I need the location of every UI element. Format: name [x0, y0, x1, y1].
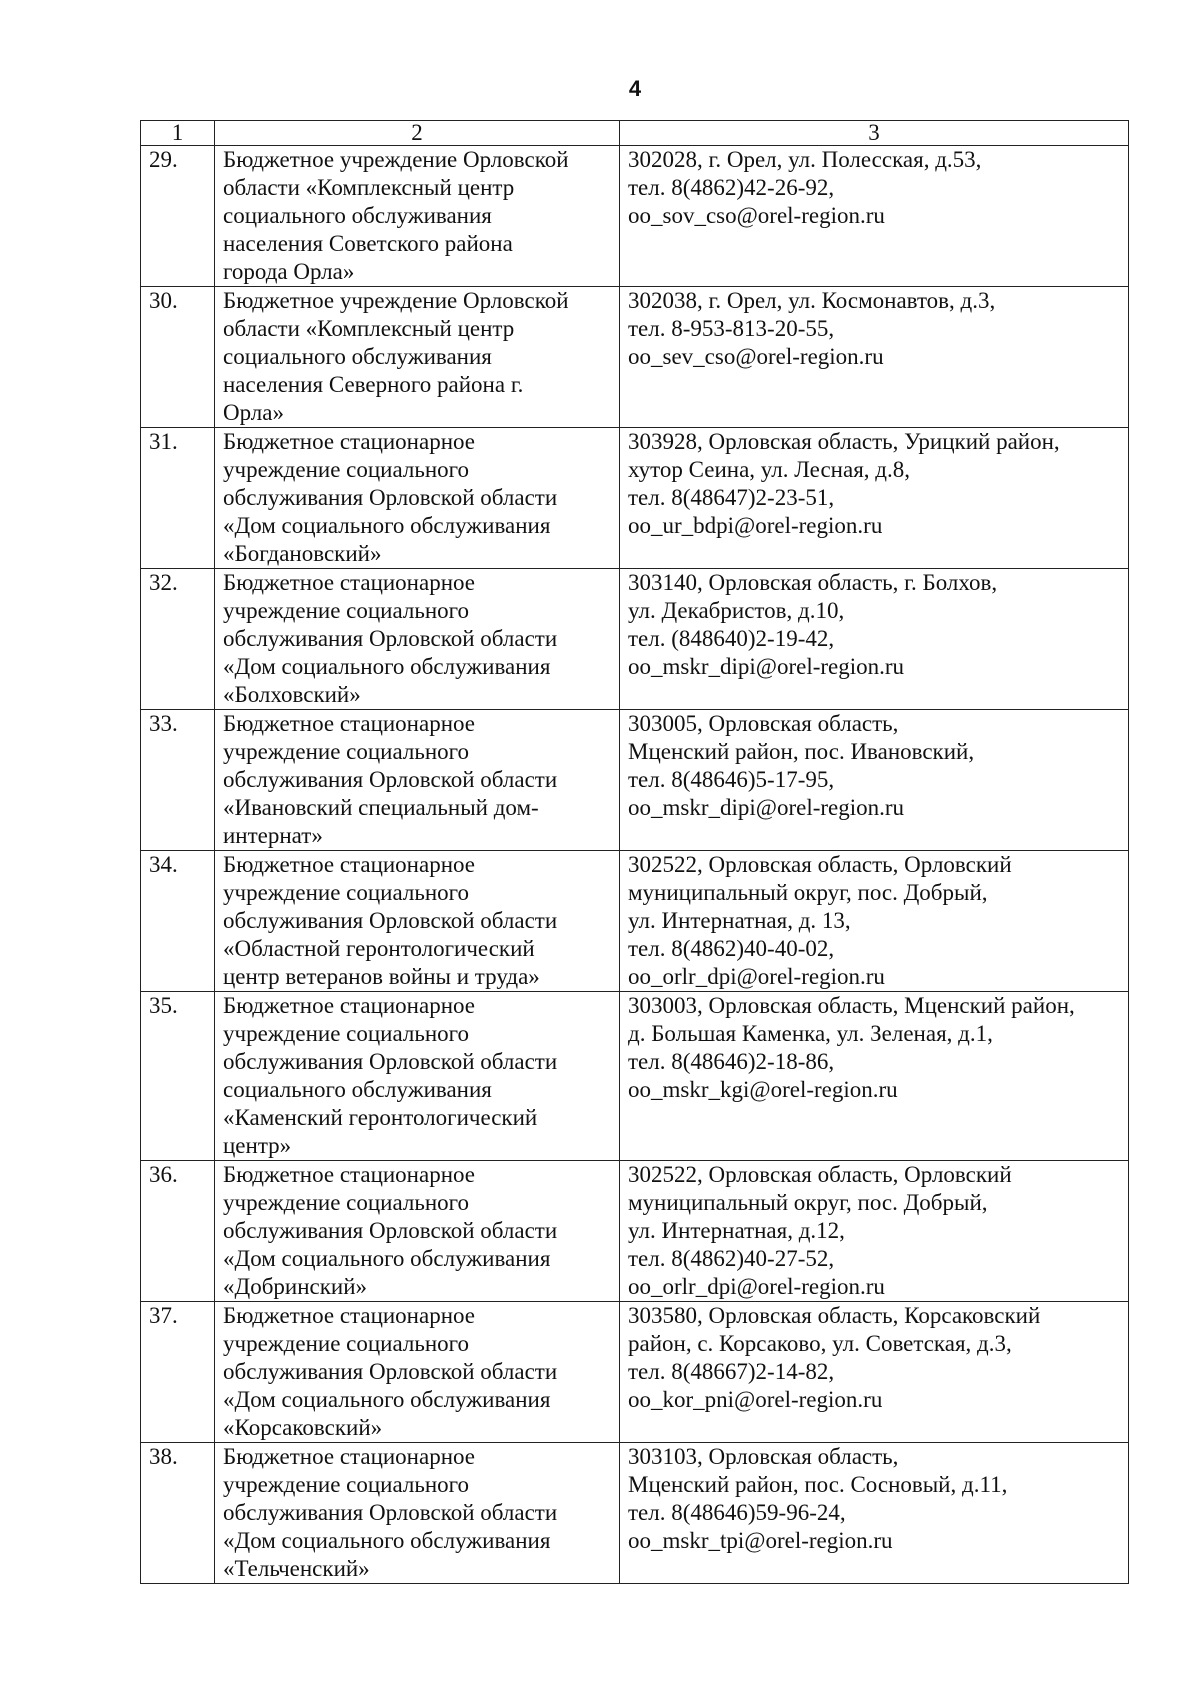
contact-line: 302522, Орловская область, Орловский: [628, 852, 1012, 877]
institution-contacts: [620, 1161, 1129, 1302]
institution-name: [215, 1443, 620, 1584]
contact-line: oo_sev_cso@orel-region.ru: [628, 344, 884, 369]
institution-name: [215, 287, 620, 428]
table-row: [141, 1302, 1129, 1443]
institution-name-line: социального обслуживания: [223, 1077, 492, 1102]
contact-line: тел. 8(4862)40-40-02,: [628, 936, 835, 961]
institution-name-line: центр ветеранов войны и труда»: [223, 964, 540, 989]
institution-name-line: «Болховский»: [223, 682, 361, 707]
contact-line: тел. 8(4862)40-27-52,: [628, 1246, 835, 1271]
institution-name-line: обслуживания Орловской области: [223, 1218, 558, 1243]
institution-name-line: «Добринский»: [223, 1274, 368, 1299]
contact-line: 303003, Орловская область, Мценский район,: [628, 993, 1075, 1018]
contact-line: 302028, г. Орел, ул. Полесская, д.53,: [628, 147, 982, 172]
table-row: [141, 1161, 1129, 1302]
institution-name-line: города Орла»: [223, 259, 355, 284]
institution-name-line: населения Северного района г.: [223, 372, 524, 397]
institution-name-line: «Тельченский»: [223, 1556, 370, 1581]
institution-name-line: учреждение социального: [223, 1021, 470, 1046]
institution-name-line: Бюджетное стационарное: [223, 429, 476, 454]
institution-name-line: учреждение социального: [223, 739, 470, 764]
contact-line: ул. Интернатная, д.12,: [628, 1218, 845, 1243]
institution-name-line: Бюджетное стационарное: [223, 1303, 476, 1328]
institution-name-line: интернат»: [223, 823, 323, 848]
institution-name: [215, 569, 620, 710]
contact-line: oo_mskr_kgi@orel-region.ru: [628, 1077, 898, 1102]
institution-name-line: учреждение социального: [223, 880, 470, 905]
row-number: 35.: [141, 992, 215, 1161]
institution-contacts: [620, 287, 1129, 428]
contact-line: тел. 8(4862)42-26-92,: [628, 175, 835, 200]
institution-name-line: Бюджетное стационарное: [223, 570, 476, 595]
table-body: [141, 121, 1129, 1584]
institution-name-line: обслуживания Орловской области: [223, 908, 558, 933]
institution-name-line: обслуживания Орловской области: [223, 1049, 558, 1074]
contact-line: муниципальный округ, пос. Добрый,: [628, 1190, 988, 1215]
institution-contacts: [620, 710, 1129, 851]
contact-line: тел. 8(48647)2-23-51,: [628, 485, 835, 510]
institution-name: [215, 992, 620, 1161]
institution-name-line: обслуживания Орловской области: [223, 1359, 558, 1384]
institution-contacts: [620, 992, 1129, 1161]
institution-name-line: учреждение социального: [223, 457, 470, 482]
institution-contacts: [620, 1443, 1129, 1584]
institution-name-line: социального обслуживания: [223, 203, 492, 228]
contact-line: тел. 8-953-813-20-55,: [628, 316, 835, 341]
institution-name-line: учреждение социального: [223, 1331, 470, 1356]
institution-name-line: обслуживания Орловской области: [223, 626, 558, 651]
institution-name-line: Бюджетное стационарное: [223, 1162, 476, 1187]
contact-line: 302522, Орловская область, Орловский: [628, 1162, 1012, 1187]
column-header-1: 1: [141, 121, 215, 146]
institution-name: [215, 1302, 620, 1443]
institution-name-line: области «Комплексный центр: [223, 316, 515, 341]
row-number: 37.: [141, 1302, 215, 1443]
institution-name-line: «Дом социального обслуживания: [223, 1246, 551, 1271]
institution-name-line: «Богдановский»: [223, 541, 382, 566]
contact-line: ул. Интернатная, д. 13,: [628, 908, 851, 933]
institution-name-line: «Дом социального обслуживания: [223, 513, 551, 538]
institution-name-line: учреждение социального: [223, 1190, 470, 1215]
contact-line: хутор Сеина, ул. Лесная, д.8,: [628, 457, 910, 482]
row-number: 31.: [141, 428, 215, 569]
institution-name: [215, 1161, 620, 1302]
contact-line: 303103, Орловская область,: [628, 1444, 899, 1469]
institution-name-line: Бюджетное стационарное: [223, 852, 476, 877]
institution-name-line: учреждение социального: [223, 1472, 470, 1497]
contact-line: oo_mskr_dipi@orel-region.ru: [628, 795, 905, 820]
contact-line: 303005, Орловская область,: [628, 711, 899, 736]
institution-name-line: Бюджетное стационарное: [223, 993, 476, 1018]
contact-line: тел. 8(48646)59-96-24,: [628, 1500, 846, 1525]
institution-name-line: Бюджетное стационарное: [223, 1444, 476, 1469]
institution-name-line: «Дом социального обслуживания: [223, 1387, 551, 1412]
institution-name-line: области «Комплексный центр: [223, 175, 515, 200]
institution-name-line: социального обслуживания: [223, 344, 492, 369]
contact-line: Мценский район, пос. Сосновый, д.11,: [628, 1472, 1008, 1497]
contact-line: Мценский район, пос. Ивановский,: [628, 739, 975, 764]
contact-line: oo_mskr_dipi@orel-region.ru: [628, 654, 905, 679]
table-row: [141, 992, 1129, 1161]
institution-name-line: Бюджетное учреждение Орловской: [223, 147, 569, 172]
institution-name-line: обслуживания Орловской области: [223, 1500, 558, 1525]
institution-name-line: центр»: [223, 1133, 292, 1158]
institution-name-line: Бюджетное стационарное: [223, 711, 476, 736]
contact-line: oo_mskr_tpi@orel-region.ru: [628, 1528, 893, 1553]
row-number: 30.: [141, 287, 215, 428]
contact-line: тел. 8(48646)2-18-86,: [628, 1049, 835, 1074]
contact-line: тел. (848640)2-19-42,: [628, 626, 835, 651]
row-number: 29.: [141, 146, 215, 287]
row-number: 36.: [141, 1161, 215, 1302]
institution-name-line: «Дом социального обслуживания: [223, 1528, 551, 1553]
institution-name-line: «Областной геронтологический: [223, 936, 535, 961]
institution-contacts: [620, 851, 1129, 992]
contact-line: oo_orlr_dpi@orel-region.ru: [628, 1274, 885, 1299]
institutions-table: [140, 120, 1129, 1584]
institution-name-line: учреждение социального: [223, 598, 470, 623]
row-number: 33.: [141, 710, 215, 851]
row-number: 32.: [141, 569, 215, 710]
institution-name-line: населения Советского района: [223, 231, 513, 256]
institution-name-line: «Ивановский специальный дом-: [223, 795, 539, 820]
contact-line: муниципальный округ, пос. Добрый,: [628, 880, 988, 905]
institution-name: [215, 851, 620, 992]
institution-contacts: [620, 1302, 1129, 1443]
institution-contacts: [620, 569, 1129, 710]
contact-line: д. Большая Каменка, ул. Зеленая, д.1,: [628, 1021, 993, 1046]
institution-contacts: [620, 428, 1129, 569]
table-row: [141, 287, 1129, 428]
contact-line: 302038, г. Орел, ул. Космонавтов, д.3,: [628, 288, 996, 313]
row-number: 34.: [141, 851, 215, 992]
table-row: [141, 428, 1129, 569]
institution-name-line: Бюджетное учреждение Орловской: [223, 288, 569, 313]
table-row: [141, 1443, 1129, 1584]
page-number: 4: [628, 76, 642, 101]
institution-name: [215, 428, 620, 569]
contact-line: 303140, Орловская область, г. Болхов,: [628, 570, 998, 595]
contact-line: 303580, Орловская область, Корсаковский: [628, 1303, 1041, 1328]
institution-name-line: «Корсаковский»: [223, 1415, 383, 1440]
institution-name-line: обслуживания Орловской области: [223, 485, 558, 510]
institution-name-line: Орла»: [223, 400, 284, 425]
contact-line: oo_sov_cso@orel-region.ru: [628, 203, 885, 228]
contact-line: oo_ur_bdpi@orel-region.ru: [628, 513, 883, 538]
table-row: [141, 569, 1129, 710]
row-number: 38.: [141, 1443, 215, 1584]
contact-line: ул. Декабристов, д.10,: [628, 598, 845, 623]
institution-contacts: [620, 146, 1129, 287]
column-header-3: 3: [620, 121, 1129, 146]
contact-line: oo_orlr_dpi@orel-region.ru: [628, 964, 885, 989]
institution-name-line: обслуживания Орловской области: [223, 767, 558, 792]
column-header-2: 2: [215, 121, 620, 146]
institution-name-line: «Каменский геронтологический: [223, 1105, 538, 1130]
table-header-row: [141, 121, 1129, 146]
contact-line: тел. 8(48646)5-17-95,: [628, 767, 835, 792]
contact-line: тел. 8(48667)2-14-82,: [628, 1359, 835, 1384]
table-row: [141, 710, 1129, 851]
table-row: [141, 851, 1129, 992]
institution-name-line: «Дом социального обслуживания: [223, 654, 551, 679]
contact-line: 303928, Орловская область, Урицкий район,: [628, 429, 1060, 454]
institution-name: [215, 710, 620, 851]
table-row: [141, 146, 1129, 287]
contact-line: район, с. Корсаково, ул. Советская, д.3,: [628, 1331, 1012, 1356]
institution-name: [215, 146, 620, 287]
contact-line: oo_kor_pni@orel-region.ru: [628, 1387, 883, 1412]
